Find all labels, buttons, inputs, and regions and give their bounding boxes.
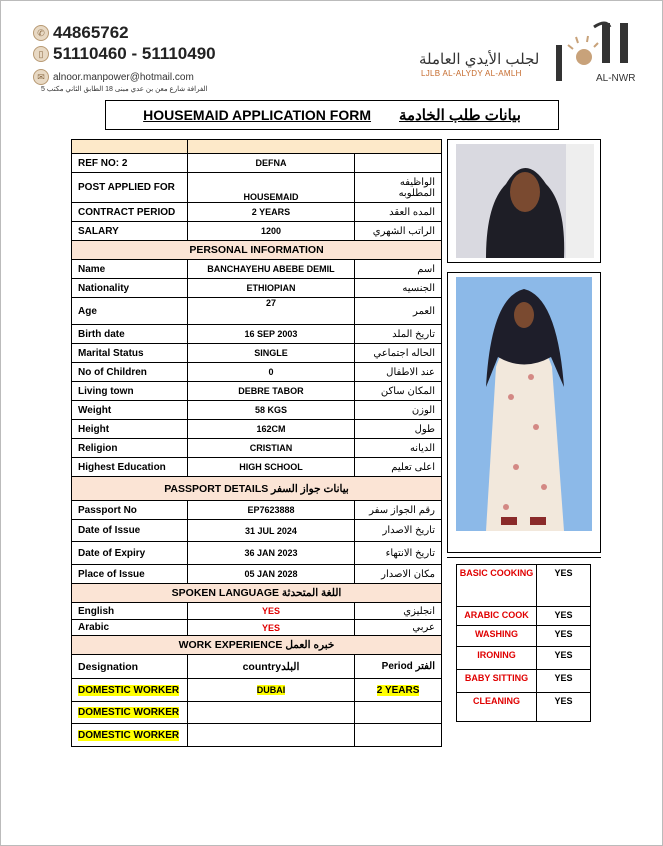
field-value: YES bbox=[261, 606, 280, 616]
address: الفرافة شارع معن بن عدي مبنى 18 الطابق الثاني مكتب 5 bbox=[41, 86, 208, 93]
field-value-cell bbox=[187, 222, 354, 241]
title-english: HOUSEMAID APPLICATION FORM bbox=[143, 107, 372, 123]
phone-number: 44865762 bbox=[53, 23, 129, 42]
skill-value: YES bbox=[537, 693, 591, 722]
field-label: Passport No bbox=[78, 504, 137, 516]
form-title bbox=[105, 100, 559, 130]
field-arabic-cell bbox=[355, 382, 442, 401]
skill-label: IRONING bbox=[457, 647, 537, 670]
table-row bbox=[72, 154, 442, 173]
table-row bbox=[72, 458, 442, 477]
title-arabic: بيانات طلب الخادمة bbox=[399, 107, 521, 124]
field-value-cell bbox=[187, 655, 354, 679]
skill-value: YES bbox=[537, 670, 591, 693]
field-label-cell bbox=[72, 203, 188, 222]
skill-label: CLEANING bbox=[457, 693, 537, 722]
skill-value: YES bbox=[537, 607, 591, 626]
designation-highlight: DOMESTIC WORKER bbox=[78, 707, 180, 718]
skill-row bbox=[457, 565, 591, 607]
field-label-cell bbox=[72, 154, 188, 173]
field-label: Name bbox=[78, 263, 106, 275]
field-arabic-label: Period الفتر bbox=[381, 661, 435, 672]
field-arabic-cell bbox=[355, 363, 442, 382]
phone-contact bbox=[33, 23, 129, 43]
designation-highlight: DOMESTIC WORKER bbox=[78, 729, 180, 741]
field-value-cell bbox=[187, 382, 354, 401]
skill-value: YES bbox=[537, 565, 591, 607]
field-label-cell bbox=[72, 363, 188, 382]
field-arabic-cell bbox=[355, 520, 442, 542]
field-arabic-label: تاريخ الانتهاء bbox=[385, 547, 435, 559]
field-value-cell bbox=[187, 679, 354, 702]
field-arabic-label: 2 YEARS bbox=[376, 684, 420, 696]
field-label-cell bbox=[72, 401, 188, 420]
field-arabic-cell bbox=[355, 344, 442, 363]
field-arabic-cell bbox=[355, 620, 442, 636]
skill-label: BABY SITTING bbox=[457, 670, 537, 693]
field-value-cell bbox=[187, 260, 354, 279]
skill-label: BASIC COOKING bbox=[457, 565, 537, 607]
field-value: DEBRE TABOR bbox=[238, 386, 304, 396]
field-value-cell bbox=[187, 203, 354, 222]
skill-row bbox=[457, 670, 591, 693]
field-arabic-cell bbox=[355, 458, 442, 477]
field-label-cell bbox=[72, 603, 188, 620]
field-label: Weight bbox=[78, 404, 112, 416]
table-row bbox=[72, 679, 442, 702]
table-row bbox=[72, 382, 442, 401]
field-value: EP7623888 bbox=[247, 505, 295, 515]
field-value-cell bbox=[187, 173, 354, 203]
designation-highlight: DOMESTIC WORKER bbox=[78, 684, 180, 696]
field-value: HIGH SCHOOL bbox=[239, 462, 303, 472]
application-table bbox=[71, 139, 442, 747]
table-row bbox=[72, 655, 442, 679]
field-label-cell bbox=[72, 439, 188, 458]
field-value-cell bbox=[187, 363, 354, 382]
email-contact bbox=[33, 69, 194, 85]
table-row bbox=[72, 363, 442, 382]
field-value: 27 bbox=[265, 298, 276, 308]
mobile-icon: ▯ bbox=[33, 46, 49, 62]
skill-value: YES bbox=[537, 647, 591, 670]
phone-icon: ✆ bbox=[33, 25, 49, 41]
field-label-cell bbox=[72, 520, 188, 542]
section-header bbox=[72, 584, 442, 603]
field-value: DUBAI bbox=[256, 685, 286, 695]
skill-value: YES bbox=[537, 626, 591, 647]
mail-icon: ✉ bbox=[33, 69, 49, 85]
field-value: 58 KGS bbox=[254, 405, 287, 415]
skill-row bbox=[457, 693, 591, 722]
field-value: 05 JAN 2028 bbox=[244, 569, 298, 579]
field-arabic-label: تاريخ الملد bbox=[392, 328, 435, 340]
field-arabic-cell bbox=[355, 724, 442, 747]
field-label-cell bbox=[72, 420, 188, 439]
portrait-photo bbox=[456, 144, 594, 258]
section-title: PASSPORT DETAILS بيانات جواز السفر bbox=[72, 477, 442, 501]
field-label-cell bbox=[72, 542, 188, 565]
field-label: Designation bbox=[78, 660, 139, 673]
field-arabic-cell bbox=[355, 173, 442, 203]
field-arabic-label: تاريخ الاصدار bbox=[382, 525, 435, 536]
field-value: ETHIOPIAN bbox=[246, 283, 296, 293]
field-arabic-label: اعلى تعليم bbox=[391, 461, 435, 473]
field-label-cell bbox=[72, 222, 188, 241]
section-header bbox=[72, 241, 442, 260]
field-label: SALARY bbox=[78, 225, 119, 237]
field-value: BANCHAYEHU ABEBE DEMIL bbox=[207, 264, 335, 274]
field-arabic-cell bbox=[355, 565, 442, 584]
table-row bbox=[72, 501, 442, 520]
field-value: HOUSEMAID bbox=[243, 192, 299, 202]
field-value-cell bbox=[187, 298, 354, 325]
logo-arabic-text: لجلب الأيدي العاملة bbox=[419, 51, 540, 68]
section-title: WORK EXPERIENCE خبره العمل bbox=[72, 636, 442, 655]
field-arabic-label: الواظيفه المطلوبه bbox=[398, 176, 435, 199]
field-arabic-label: المكان ساكن bbox=[380, 385, 435, 397]
field-label-cell bbox=[72, 260, 188, 279]
field-label: Date of Expiry bbox=[78, 547, 146, 559]
field-value: CRISTIAN bbox=[249, 443, 293, 453]
field-arabic-label: مكان الاصدار bbox=[381, 568, 435, 580]
field-value: 1200 bbox=[260, 226, 281, 236]
field-arabic-label: رقم الجواز سفر bbox=[369, 504, 435, 516]
field-label: Height bbox=[78, 423, 110, 435]
field-value-cell bbox=[187, 702, 354, 724]
mobile-numbers: 51110460 - 51110490 bbox=[53, 44, 216, 63]
field-arabic-cell bbox=[355, 401, 442, 420]
table-row bbox=[72, 620, 442, 636]
field-value: DEFNA bbox=[255, 158, 287, 168]
field-arabic-label: انجليزي bbox=[403, 605, 435, 617]
field-label: CONTRACT PERIOD bbox=[78, 206, 176, 218]
company-logo bbox=[554, 19, 644, 83]
field-value-cell bbox=[187, 420, 354, 439]
field-label-cell bbox=[72, 565, 188, 584]
table-row bbox=[72, 325, 442, 344]
field-value: 2 YEARS bbox=[251, 207, 291, 217]
table-row bbox=[72, 565, 442, 584]
table-row bbox=[72, 420, 442, 439]
field-arabic-cell bbox=[355, 279, 442, 298]
table-row bbox=[72, 279, 442, 298]
table-row bbox=[72, 298, 442, 325]
field-arabic-cell bbox=[355, 203, 442, 222]
skill-label: ARABIC COOK bbox=[457, 607, 537, 626]
field-label: Birth date bbox=[78, 328, 125, 340]
field-arabic-label: عند الاطفال bbox=[386, 366, 435, 378]
field-arabic-cell bbox=[355, 298, 442, 325]
field-arabic-cell bbox=[355, 655, 442, 679]
field-label: REF NO: 2 bbox=[78, 157, 128, 169]
field-label-cell bbox=[72, 620, 188, 636]
field-arabic-label: طول bbox=[414, 423, 435, 435]
field-arabic-cell bbox=[355, 420, 442, 439]
field-value-cell bbox=[187, 603, 354, 620]
svg-text:AL-NWR: AL-NWR bbox=[596, 73, 636, 83]
field-value-cell bbox=[187, 279, 354, 298]
table-row bbox=[72, 401, 442, 420]
field-label-cell bbox=[72, 724, 188, 747]
field-label: Marital Status bbox=[78, 347, 144, 359]
field-value-cell bbox=[187, 401, 354, 420]
field-label: Arabic bbox=[78, 622, 110, 633]
table-row bbox=[72, 203, 442, 222]
full-body-photo-frame bbox=[447, 272, 601, 553]
field-value: 31 JUL 2024 bbox=[245, 525, 297, 536]
field-value: SINGLE bbox=[254, 348, 288, 358]
field-arabic-label: اسم bbox=[417, 263, 435, 275]
field-arabic-cell bbox=[355, 702, 442, 724]
field-value-cell bbox=[187, 565, 354, 584]
field-arabic-cell bbox=[355, 679, 442, 702]
table-row bbox=[72, 222, 442, 241]
table-row bbox=[72, 724, 442, 747]
top-cell bbox=[72, 140, 188, 154]
full-body-photo bbox=[456, 277, 592, 531]
field-label-cell bbox=[72, 702, 188, 724]
field-label: Highest Education bbox=[78, 461, 166, 473]
field-arabic-label: الوزن bbox=[411, 404, 435, 416]
field-arabic-label: الجنسيه bbox=[402, 282, 435, 294]
skills-table bbox=[456, 564, 591, 722]
field-value: 0 bbox=[268, 367, 274, 377]
field-label-cell bbox=[72, 173, 188, 203]
field-label-cell bbox=[72, 344, 188, 363]
field-arabic-cell bbox=[355, 439, 442, 458]
mobile-contact bbox=[33, 44, 216, 64]
field-value-cell bbox=[187, 458, 354, 477]
field-label: Nationality bbox=[78, 282, 130, 294]
field-label-cell bbox=[72, 501, 188, 520]
field-value-cell bbox=[187, 620, 354, 636]
section-header bbox=[72, 477, 442, 501]
skill-row bbox=[457, 647, 591, 670]
section-header bbox=[72, 636, 442, 655]
field-label-cell bbox=[72, 325, 188, 344]
field-label-cell bbox=[72, 279, 188, 298]
field-value-cell bbox=[187, 325, 354, 344]
field-arabic-label: الحاله اجتماعي bbox=[373, 347, 435, 359]
field-value-cell bbox=[187, 520, 354, 542]
table-row bbox=[72, 520, 442, 542]
table-row bbox=[72, 603, 442, 620]
field-label: Religion bbox=[78, 442, 118, 454]
field-value-cell bbox=[187, 344, 354, 363]
field-value-cell bbox=[187, 724, 354, 747]
field-value-cell bbox=[187, 154, 354, 173]
field-label-cell bbox=[72, 298, 188, 325]
field-label: Place of Issue bbox=[78, 568, 145, 580]
table-row bbox=[72, 542, 442, 565]
skill-row bbox=[457, 626, 591, 647]
field-label: English bbox=[78, 605, 115, 617]
field-arabic-cell bbox=[355, 603, 442, 620]
skill-row bbox=[457, 607, 591, 626]
field-arabic-cell bbox=[355, 325, 442, 344]
field-label: Living town bbox=[78, 385, 134, 397]
field-arabic-label: الديانه bbox=[409, 442, 435, 454]
email-address: alnoor.manpower@hotmail.com bbox=[53, 71, 194, 83]
field-arabic-label: عربي bbox=[412, 622, 435, 633]
field-value-cell bbox=[187, 501, 354, 520]
field-value: 16 SEP 2003 bbox=[244, 329, 298, 339]
table-row bbox=[72, 344, 442, 363]
field-label: Age bbox=[78, 305, 97, 317]
field-arabic-cell bbox=[355, 222, 442, 241]
field-arabic-cell bbox=[355, 542, 442, 565]
section-title: PERSONAL INFORMATION bbox=[72, 241, 442, 260]
table-top-row bbox=[72, 140, 442, 154]
section-title: SPOKEN LANGUAGE اللغة المتحدثة bbox=[72, 584, 442, 603]
field-arabic-cell bbox=[355, 501, 442, 520]
field-label: No of Children bbox=[78, 366, 147, 378]
table-row bbox=[72, 702, 442, 724]
top-cell bbox=[187, 140, 441, 154]
field-value: YES bbox=[261, 622, 280, 633]
logo-english-text: LJLB AL-ALYDY AL-AMLH bbox=[421, 69, 522, 78]
skill-label: WASHING bbox=[457, 626, 537, 647]
field-label-cell bbox=[72, 655, 188, 679]
table-row bbox=[72, 439, 442, 458]
portrait-photo-frame bbox=[447, 139, 601, 263]
field-value-cell bbox=[187, 439, 354, 458]
field-label: POST APPLIED FOR bbox=[78, 182, 175, 193]
field-label-cell bbox=[72, 679, 188, 702]
field-arabic-label: العمر bbox=[413, 305, 435, 317]
field-arabic-cell bbox=[355, 154, 442, 173]
field-arabic-label: الراتب الشهري bbox=[372, 225, 435, 237]
field-value: 162CM bbox=[256, 424, 286, 434]
field-label-cell bbox=[72, 458, 188, 477]
field-value: 36 JAN 2023 bbox=[244, 548, 298, 558]
field-label: Date of Issue bbox=[78, 525, 141, 536]
table-row bbox=[72, 260, 442, 279]
field-value-cell bbox=[187, 542, 354, 565]
field-value: countryالبلد bbox=[242, 660, 300, 673]
table-row bbox=[72, 173, 442, 203]
field-arabic-cell bbox=[355, 260, 442, 279]
field-label-cell bbox=[72, 382, 188, 401]
field-arabic-label: المده العقد bbox=[389, 206, 435, 218]
